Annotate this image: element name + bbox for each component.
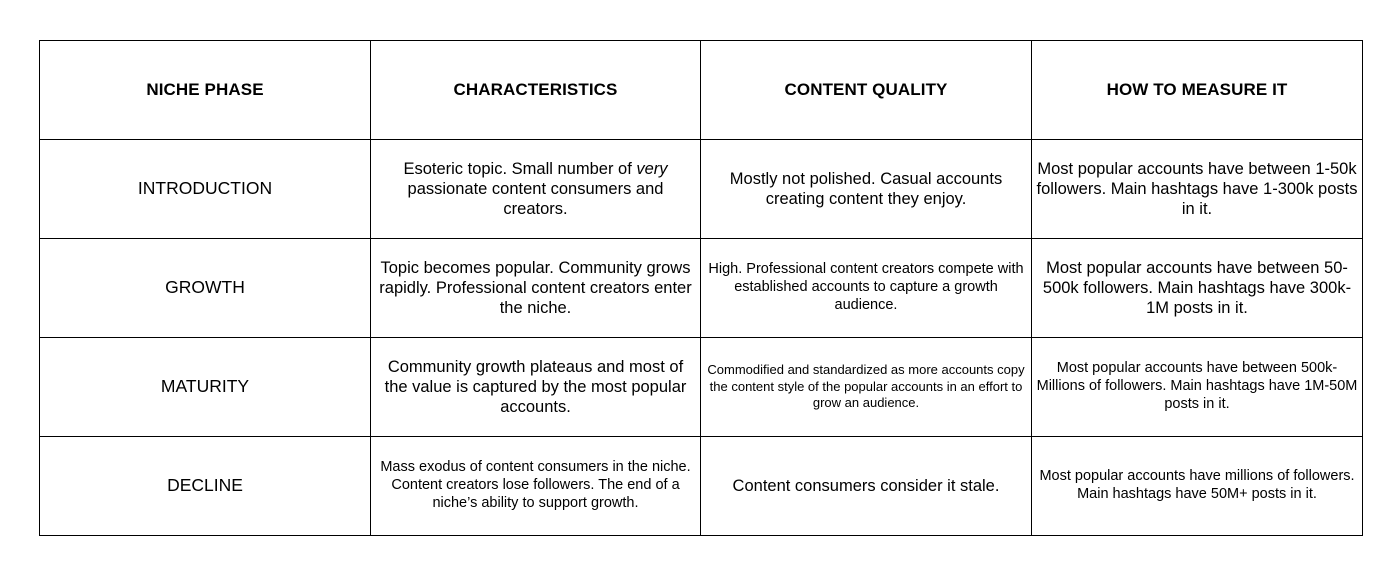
header-characteristics: CHARACTERISTICS — [371, 41, 701, 140]
characteristics-cell: Community growth plateaus and most of the value is captured by the most popular accounts. — [371, 338, 701, 437]
table-row-decline — [40, 437, 1363, 536]
table-row-introduction — [40, 140, 1363, 239]
content-quality-cell: Content consumers consider it stale. — [701, 437, 1032, 536]
niche-phase-table — [39, 40, 1363, 536]
table-row-growth — [40, 239, 1363, 338]
header-how-to-measure: HOW TO MEASURE IT — [1032, 41, 1363, 140]
characteristics-cell: Topic becomes popular. Community grows rapidly. Professional content creators enter the niche. — [371, 239, 701, 338]
phase-cell: GROWTH — [40, 239, 371, 338]
header-niche-phase: NICHE PHASE — [40, 41, 371, 140]
content-quality-cell: Commodified and standardized as more accounts copy the content style of the popular accounts in an effort to grow an audience. — [701, 338, 1032, 437]
characteristics-text-end: passionate content consumers and creators. — [407, 179, 664, 219]
characteristics-cell: Mass exodus of content consumers in the niche. Content creators lose followers. The end of a niche’s ability to support growth. — [371, 437, 701, 536]
characteristics-cell — [371, 140, 701, 239]
phase-cell: INTRODUCTION — [40, 140, 371, 239]
measure-cell: Most popular accounts have between 1-50k followers. Main hashtags have 1-300k posts in it. — [1032, 140, 1363, 239]
measure-cell: Most popular accounts have between 500k-Millions of followers. Main hashtags have 1M-50M posts in it. — [1032, 338, 1363, 437]
header-row — [40, 41, 1363, 140]
content-quality-cell: Mostly not polished. Casual accounts creating content they enjoy. — [701, 140, 1032, 239]
niche-phase-table-container — [39, 40, 1363, 536]
phase-cell: DECLINE — [40, 437, 371, 536]
content-quality-cell: High. Professional content creators compete with established accounts to capture a growth audience. — [701, 239, 1032, 338]
phase-cell: MATURITY — [40, 338, 371, 437]
characteristics-text-start: Esoteric topic. Small number of — [403, 159, 637, 178]
header-content-quality: CONTENT QUALITY — [701, 41, 1032, 140]
characteristics-emphasis: very — [636, 159, 668, 178]
measure-cell: Most popular accounts have millions of followers. Main hashtags have 50M+ posts in it. — [1032, 437, 1363, 536]
measure-cell: Most popular accounts have between 50-500k followers. Main hashtags have 300k-1M posts in it. — [1032, 239, 1363, 338]
table-row-maturity — [40, 338, 1363, 437]
